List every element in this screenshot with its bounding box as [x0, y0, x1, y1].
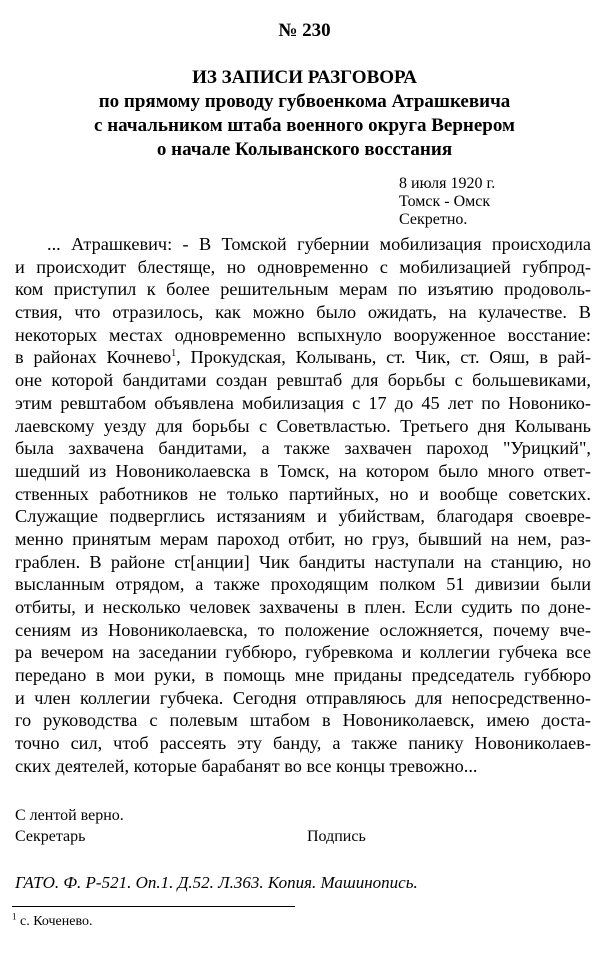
- body-line: некоторых местах одновременно вспыхнуло вооруженное восстание:: [15, 324, 591, 345]
- body-line-with-footnote: [15, 346, 591, 369]
- footnote: [12, 911, 93, 930]
- document-classification: Секретно.: [399, 211, 468, 228]
- document-route: Томск - Омск: [399, 193, 491, 210]
- footnote-marker: 1: [171, 348, 177, 360]
- body-line: высланным отрядом, а также проходящим полком 51 дивизии были: [15, 574, 591, 595]
- body-line: и происходит блестяще, но одновременно с мобилизацией губпрод-: [15, 256, 591, 277]
- document-date: 8 июля 1920 г.: [399, 175, 496, 192]
- body-line: отбиты, и несколько человек захвачены в плен. Если судить по доне-: [15, 597, 591, 617]
- title-line: ИЗ ЗАПИСИ РАЗГОВОРА: [192, 67, 417, 88]
- body-line: шедший из Новониколаевска в Томск, на котором было много ответ-: [15, 460, 591, 481]
- body-line: граблен. В районе ст[анции] Чик бандиты наступали на станцию, но: [15, 551, 591, 572]
- secretary-label: Секретарь: [15, 828, 86, 845]
- body-line: оне которой бандитами создан ревштаб для борьбы с большевиками,: [15, 370, 591, 391]
- signature-label: Подпись: [307, 828, 366, 845]
- body-line: ... Атрашкевич: - В Томской губернии мобилизация происходила: [47, 234, 591, 254]
- document-number: № 230: [278, 20, 331, 41]
- body-line: сениям из Новониколаевска, то положение осложняется, почему вче-: [15, 619, 591, 640]
- footnote-number: 1: [12, 911, 17, 922]
- body-line: ра вечером на заседании губбюро, губревкома и коллегии губчека все: [15, 642, 591, 663]
- certification-note: С лентой верно.: [15, 807, 124, 824]
- footnote-divider: [12, 906, 295, 907]
- body-line: го руководства с полевым штабом в Новониколаевск, имею доста-: [15, 710, 591, 731]
- body-line: этим ревштабом объявлена мобилизация с 17 до 45 лет по Новонико-: [15, 392, 591, 413]
- body-line-segment: , Прокудская, Колывань, ст. Чик, ст. Ояш, в рай-: [176, 347, 591, 368]
- body-line: ственных работников не только партийных, но и вообще советских.: [15, 483, 591, 504]
- conversation-body: [15, 233, 591, 778]
- body-line: ком приступил к более решительным мерам по изъятию продоволь-: [15, 279, 591, 300]
- body-line: Служащие подверглись истязаниям и убийствам, благодаря своевре-: [15, 506, 591, 527]
- body-line: ствия, что отразилось, как можно было ожидать, на кулачестве. В: [15, 302, 591, 323]
- body-line-segment: в районах Кочнево: [15, 347, 172, 368]
- body-line: ских деятелей, которые барабанят во все концы тревожно...: [15, 755, 478, 776]
- body-line: точно сил, чтоб рассеять эту банду, а также панику Новониколаев-: [15, 733, 591, 754]
- title-line: о начале Колыванского восстания: [156, 139, 453, 160]
- footnote-text: с. Коченево.: [20, 914, 93, 929]
- title-line: по прямому проводу губвоенкома Атрашкевича: [98, 91, 511, 112]
- title-line: с начальником штаба военного округа Вернером: [94, 115, 515, 136]
- archive-source: ГАТО. Ф. Р-521. Оп.1. Д.52. Л.363. Копия. Машинопись.: [15, 873, 418, 892]
- body-line: менно принятым мерам пароход отбит, но груз, бывший на нем, раз-: [15, 528, 591, 549]
- document-title: [0, 66, 609, 162]
- body-line: была захвачена бандитами, а также захвачен пароход "Урицкий",: [15, 438, 591, 459]
- document-meta: [399, 175, 495, 229]
- body-line: лаевскому уезду для борьбы с Советвластью. Третьего дня Колывань: [15, 415, 591, 436]
- body-line: и член коллегии губчека. Сегодня отправляюсь для непосредственно-: [15, 687, 591, 708]
- body-line: передано в мои руки, в помощь мне приданы председатель губбюро: [15, 665, 591, 686]
